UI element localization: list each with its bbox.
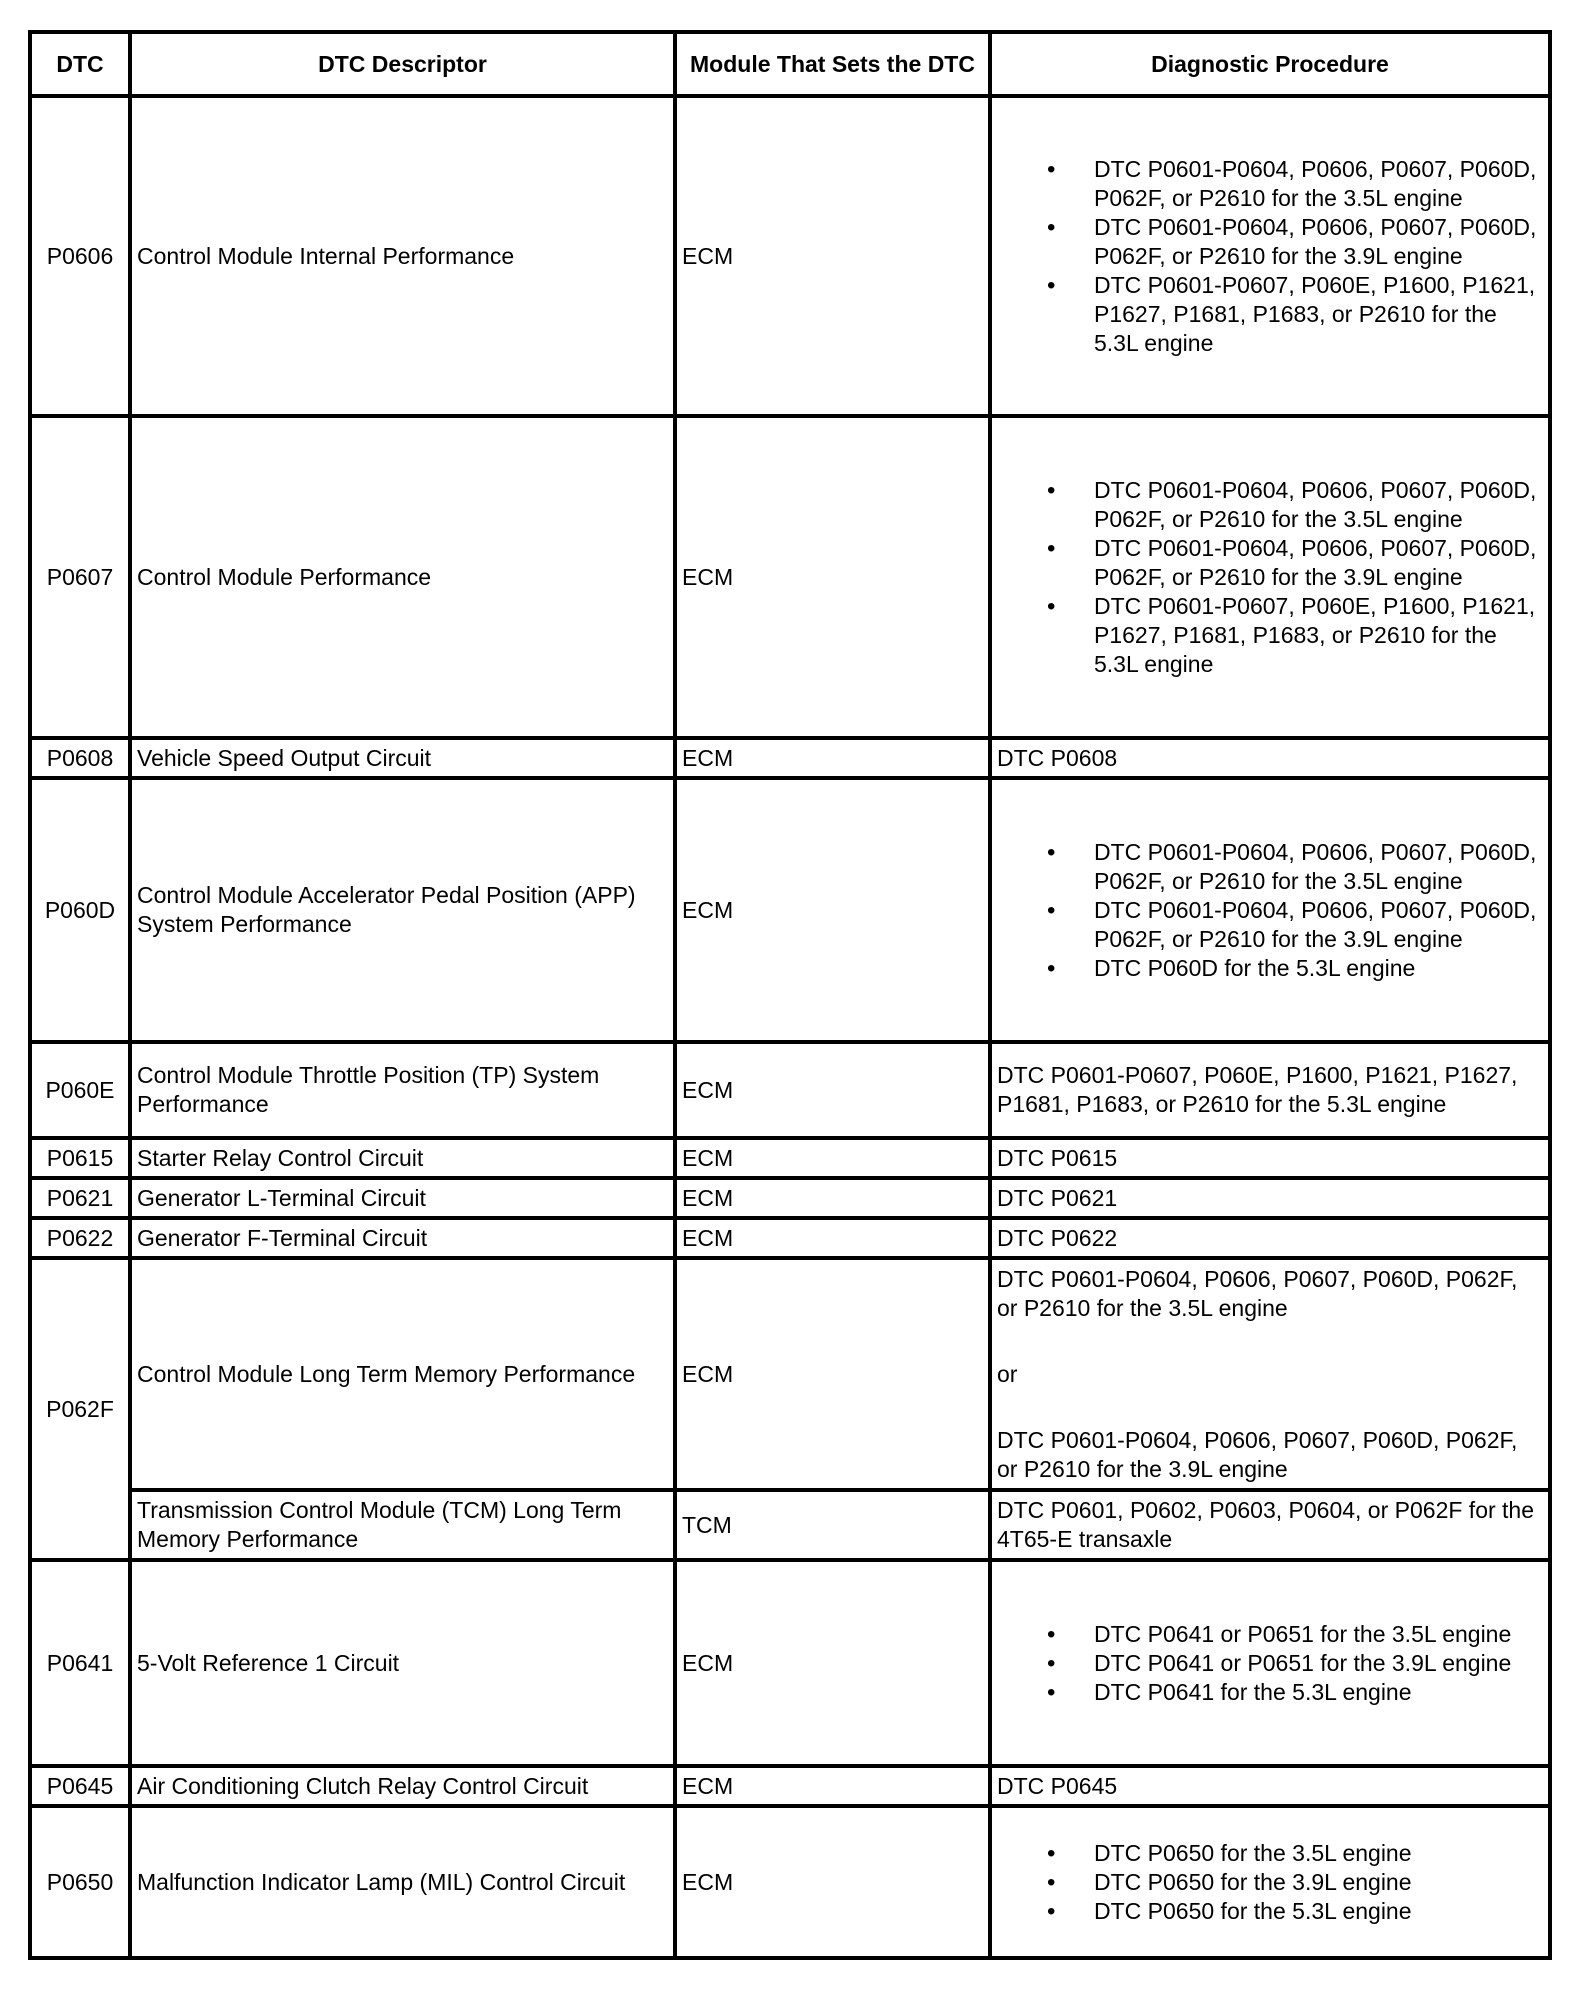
table-row-p0621 xyxy=(30,1178,1550,1218)
procedure-item: • DTC P0601-P0607, P060E, P1600, P1621, P1627, P1681, P1683, or P2610 for the 5.3L engine xyxy=(997,271,1543,358)
table-row-p062f-tcm xyxy=(30,1490,1550,1560)
diagnostic-procedure xyxy=(990,1258,1550,1490)
dtc-code: P0607 xyxy=(30,416,130,738)
header-dtc: DTC xyxy=(30,32,130,96)
diagnostic-procedure xyxy=(990,778,1550,1042)
header-row xyxy=(30,32,1550,96)
dtc-descriptor: Generator F-Terminal Circuit xyxy=(130,1218,675,1258)
dtc-code: P060D xyxy=(30,778,130,1042)
procedure-item: • DTC P0601-P0604, P0606, P0607, P060D, P062F, or P2610 for the 3.5L engine xyxy=(997,476,1543,534)
dtc-code: P0645 xyxy=(30,1766,130,1806)
procedure-item: • DTC P0650 for the 5.3L engine xyxy=(997,1897,1543,1926)
spacer xyxy=(997,1323,1543,1360)
diagnostic-procedure xyxy=(990,1560,1550,1766)
module-name: ECM xyxy=(675,738,990,778)
table-row-p060e xyxy=(30,1042,1550,1138)
procedure-text: DTC P0601-P0604, P0606, P0607, P060D, P062F, or P2610 for the 3.9L engine xyxy=(997,1426,1518,1482)
table-row-p062f-ecm xyxy=(30,1258,1550,1490)
dtc-code: P0615 xyxy=(30,1138,130,1178)
dtc-code: P0622 xyxy=(30,1218,130,1258)
diagnostic-procedure xyxy=(990,1806,1550,1958)
dtc-code: P0641 xyxy=(30,1560,130,1766)
table-row-p060d xyxy=(30,778,1550,1042)
dtc-descriptor: Air Conditioning Clutch Relay Control Circuit xyxy=(130,1766,675,1806)
dtc-table xyxy=(28,30,1552,1960)
spacer xyxy=(997,1389,1543,1426)
diagnostic-procedure xyxy=(990,96,1550,416)
module-name: ECM xyxy=(675,416,990,738)
dtc-descriptor: Control Module Throttle Position (TP) System Performance xyxy=(130,1042,675,1138)
procedure-text: DTC P0601-P0604, P0606, P0607, P060D, P062F, or P2610 for the 3.5L engine xyxy=(997,1265,1518,1321)
diagnostic-procedure: DTC P0615 xyxy=(990,1138,1550,1178)
dtc-descriptor: Transmission Control Module (TCM) Long Term Memory Performance xyxy=(130,1490,675,1560)
procedure-item: • DTC P060D for the 5.3L engine xyxy=(997,954,1543,983)
module-name: TCM xyxy=(675,1490,990,1560)
header-module: Module That Sets the DTC xyxy=(675,32,990,96)
module-name: ECM xyxy=(675,1178,990,1218)
table-row-p0641 xyxy=(30,1560,1550,1766)
table-row-p0650 xyxy=(30,1806,1550,1958)
dtc-descriptor: Control Module Performance xyxy=(130,416,675,738)
dtc-code: P0650 xyxy=(30,1806,130,1958)
dtc-descriptor: Generator L-Terminal Circuit xyxy=(130,1178,675,1218)
dtc-code: P0608 xyxy=(30,738,130,778)
diagnostic-procedure: DTC P0621 xyxy=(990,1178,1550,1218)
dtc-code: P060E xyxy=(30,1042,130,1138)
dtc-descriptor: Vehicle Speed Output Circuit xyxy=(130,738,675,778)
diagnostic-procedure: DTC P0601-P0607, P060E, P1600, P1621, P1627, P1681, P1683, or P2610 for the 5.3L engine xyxy=(990,1042,1550,1138)
dtc-descriptor: Control Module Accelerator Pedal Position (APP) System Performance xyxy=(130,778,675,1042)
table-row-p0645 xyxy=(30,1766,1550,1806)
procedure-or: or xyxy=(997,1360,1018,1387)
procedure-item: • DTC P0601-P0604, P0606, P0607, P060D, P062F, or P2610 for the 3.5L engine xyxy=(997,838,1543,896)
dtc-descriptor: Starter Relay Control Circuit xyxy=(130,1138,675,1178)
dtc-code: P0606 xyxy=(30,96,130,416)
module-name: ECM xyxy=(675,1258,990,1490)
table-row-p0608 xyxy=(30,738,1550,778)
diagnostic-procedure xyxy=(990,416,1550,738)
dtc-code: P0621 xyxy=(30,1178,130,1218)
dtc-descriptor: Control Module Internal Performance xyxy=(130,96,675,416)
header-procedure: Diagnostic Procedure xyxy=(990,32,1550,96)
module-name: ECM xyxy=(675,1138,990,1178)
dtc-descriptor: Malfunction Indicator Lamp (MIL) Control Circuit xyxy=(130,1806,675,1958)
procedure-list xyxy=(997,1620,1543,1707)
procedure-item: • DTC P0641 for the 5.3L engine xyxy=(997,1678,1543,1707)
procedure-item: • DTC P0601-P0604, P0606, P0607, P060D, P062F, or P2610 for the 3.9L engine xyxy=(997,534,1543,592)
diagnostic-procedure: DTC P0601, P0602, P0603, P0604, or P062F for the 4T65-E transaxle xyxy=(990,1490,1550,1560)
diagnostic-procedure: DTC P0622 xyxy=(990,1218,1550,1258)
module-name: ECM xyxy=(675,1042,990,1138)
procedure-item: • DTC P0601-P0604, P0606, P0607, P060D, P062F, or P2610 for the 3.9L engine xyxy=(997,213,1543,271)
dtc-code: P062F xyxy=(30,1258,130,1560)
procedure-list xyxy=(997,476,1543,679)
procedure-item: • DTC P0601-P0604, P0606, P0607, P060D, P062F, or P2610 for the 3.5L engine xyxy=(997,155,1543,213)
dtc-descriptor: 5-Volt Reference 1 Circuit xyxy=(130,1560,675,1766)
header-descriptor: DTC Descriptor xyxy=(130,32,675,96)
table-row-p0622 xyxy=(30,1218,1550,1258)
module-name: ECM xyxy=(675,1806,990,1958)
procedure-list xyxy=(997,1839,1543,1926)
module-name: ECM xyxy=(675,1560,990,1766)
table-row-p0607 xyxy=(30,416,1550,738)
module-name: ECM xyxy=(675,1218,990,1258)
procedure-item: • DTC P0641 or P0651 for the 3.9L engine xyxy=(997,1649,1543,1678)
procedure-item: • DTC P0650 for the 3.5L engine xyxy=(997,1839,1543,1868)
diagnostic-procedure: DTC P0608 xyxy=(990,738,1550,778)
diagnostic-procedure: DTC P0645 xyxy=(990,1766,1550,1806)
procedure-list xyxy=(997,838,1543,983)
table-row-p0615 xyxy=(30,1138,1550,1178)
table-row-p0606 xyxy=(30,96,1550,416)
procedure-item: • DTC P0601-P0607, P060E, P1600, P1621, P1627, P1681, P1683, or P2610 for the 5.3L engine xyxy=(997,592,1543,679)
module-name: ECM xyxy=(675,96,990,416)
procedure-item: • DTC P0650 for the 3.9L engine xyxy=(997,1868,1543,1897)
dtc-descriptor: Control Module Long Term Memory Performance xyxy=(130,1258,675,1490)
procedure-item: • DTC P0641 or P0651 for the 3.5L engine xyxy=(997,1620,1543,1649)
procedure-item: • DTC P0601-P0604, P0606, P0607, P060D, P062F, or P2610 for the 3.9L engine xyxy=(997,896,1543,954)
procedure-list xyxy=(997,155,1543,358)
dtc-table-page xyxy=(28,30,1548,1960)
module-name: ECM xyxy=(675,1766,990,1806)
module-name: ECM xyxy=(675,778,990,1042)
